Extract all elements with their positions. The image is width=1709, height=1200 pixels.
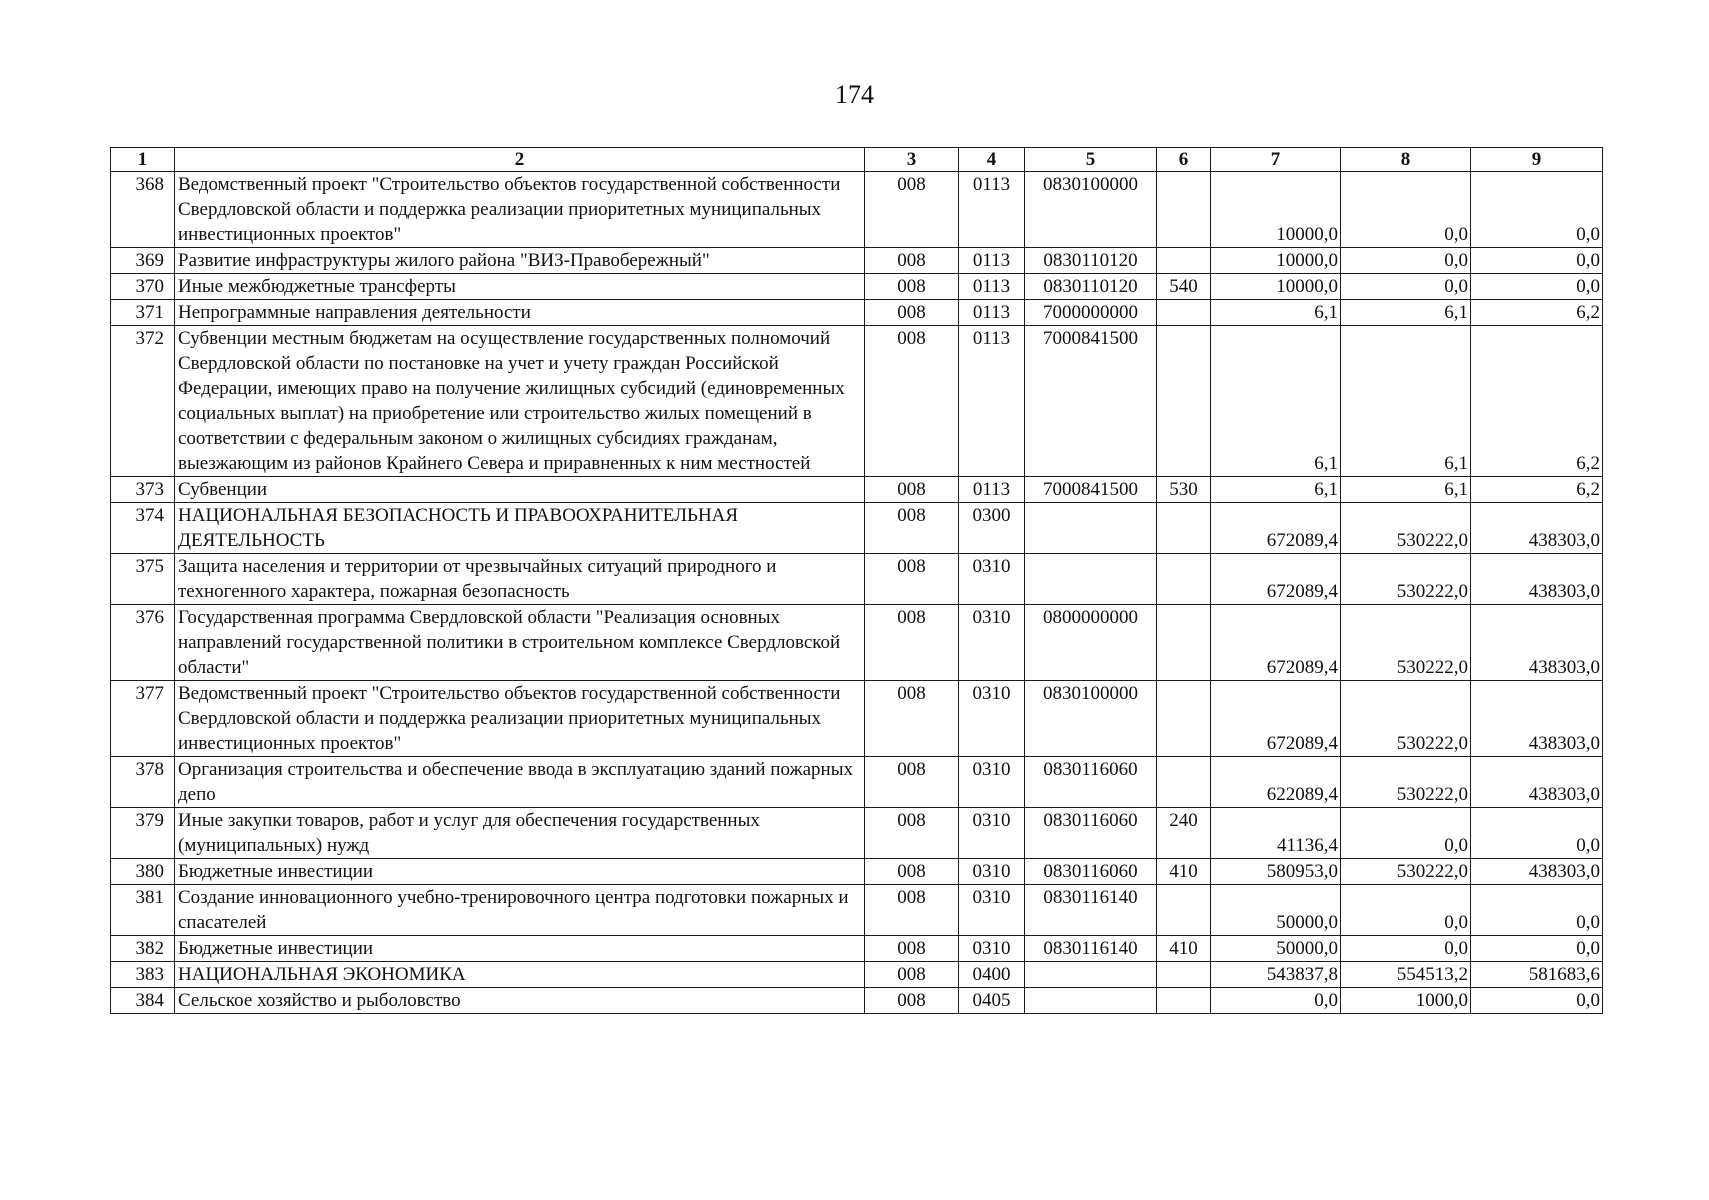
target-article-code: 0830110120 [1025,248,1157,274]
row-name: Развитие инфраструктуры жилого района "ВИЗ-Правобережный" [175,248,865,274]
ministry-code: 008 [865,605,959,681]
row-number: 375 [111,554,175,605]
row-name: Государственная программа Свердловской области "Реализация основных направлений государственной политики в строительном комплексе Свердловской области" [175,605,865,681]
amount-col8: 1000,0 [1341,988,1471,1014]
ministry-code: 008 [865,300,959,326]
target-article-code: 0830116140 [1025,885,1157,936]
amount-col7: 6,1 [1211,326,1341,477]
page-number: 174 [835,80,874,109]
section-code: 0310 [959,554,1025,605]
table-row [111,554,1603,605]
table-row [111,962,1603,988]
section-code: 0113 [959,248,1025,274]
amount-col7: 10000,0 [1211,172,1341,248]
amount-col9: 438303,0 [1471,757,1603,808]
table-row [111,885,1603,936]
amount-col8: 0,0 [1341,936,1471,962]
table-row [111,681,1603,757]
table-row [111,274,1603,300]
row-number: 373 [111,477,175,503]
amount-col9: 438303,0 [1471,605,1603,681]
amount-col7: 672089,4 [1211,681,1341,757]
expense-type-code [1157,605,1211,681]
amount-col9: 581683,6 [1471,962,1603,988]
row-name: Ведомственный проект "Строительство объектов государственной собственности Свердловской области и поддержка реализации приоритетных муниципальных инвестиционных проектов" [175,681,865,757]
expense-type-code: 540 [1157,274,1211,300]
row-number: 382 [111,936,175,962]
amount-col7: 50000,0 [1211,936,1341,962]
column-header: 4 [959,148,1025,172]
column-header: 2 [175,148,865,172]
amount-col7: 10000,0 [1211,248,1341,274]
row-name: Иные межбюджетные трансферты [175,274,865,300]
row-number: 376 [111,605,175,681]
amount-col9: 438303,0 [1471,554,1603,605]
expense-type-code: 530 [1157,477,1211,503]
section-code: 0310 [959,859,1025,885]
amount-col9: 438303,0 [1471,503,1603,554]
row-name: Создание инновационного учебно-тренировочного центра подготовки пожарных и спасателей [175,885,865,936]
table-row [111,859,1603,885]
table-row [111,808,1603,859]
target-article-code: 0830116140 [1025,936,1157,962]
row-number: 371 [111,300,175,326]
amount-col9: 0,0 [1471,988,1603,1014]
target-article-code: 7000000000 [1025,300,1157,326]
target-article-code: 0830116060 [1025,808,1157,859]
row-number: 368 [111,172,175,248]
amount-col7: 6,1 [1211,477,1341,503]
ministry-code: 008 [865,885,959,936]
row-number: 384 [111,988,175,1014]
amount-col9: 438303,0 [1471,681,1603,757]
row-number: 379 [111,808,175,859]
amount-col9: 0,0 [1471,274,1603,300]
column-header: 6 [1157,148,1211,172]
table-row [111,503,1603,554]
section-code: 0310 [959,757,1025,808]
table-row [111,300,1603,326]
expense-type-code [1157,757,1211,808]
row-number: 374 [111,503,175,554]
row-name: Иные закупки товаров, работ и услуг для обеспечения государственных (муниципальных) нужд [175,808,865,859]
target-article-code [1025,503,1157,554]
row-name: Субвенции местным бюджетам на осуществление государственных полномочий Свердловской области по постановке на учет и учету граждан Российской Федерации, имеющих право на получение жилищных субсидий (единовременных социальных выплат) на приобретение или строительство жилых помещений в соответствии с федеральным законом о жилищных субсидиях гражданам, выезжающим из районов Крайнего Севера и приравненных к ним местностей [175,326,865,477]
header-row [111,148,1603,172]
target-article-code: 0830116060 [1025,757,1157,808]
section-code: 0310 [959,885,1025,936]
ministry-code: 008 [865,936,959,962]
amount-col8: 530222,0 [1341,859,1471,885]
amount-col9: 438303,0 [1471,859,1603,885]
amount-col7: 50000,0 [1211,885,1341,936]
target-article-code: 0830100000 [1025,172,1157,248]
amount-col7: 10000,0 [1211,274,1341,300]
section-code: 0113 [959,274,1025,300]
column-header: 3 [865,148,959,172]
expense-type-code [1157,554,1211,605]
table-row [111,757,1603,808]
amount-col8: 6,1 [1341,477,1471,503]
column-header: 1 [111,148,175,172]
ministry-code: 008 [865,757,959,808]
ministry-code: 008 [865,808,959,859]
target-article-code: 7000841500 [1025,326,1157,477]
target-article-code: 0800000000 [1025,605,1157,681]
amount-col8: 530222,0 [1341,757,1471,808]
amount-col9: 0,0 [1471,172,1603,248]
row-name: Защита населения и территории от чрезвычайных ситуаций природного и техногенного характера, пожарная безопасность [175,554,865,605]
amount-col7: 41136,4 [1211,808,1341,859]
ministry-code: 008 [865,248,959,274]
amount-col7: 622089,4 [1211,757,1341,808]
target-article-code [1025,554,1157,605]
amount-col8: 6,1 [1341,326,1471,477]
expense-type-code [1157,326,1211,477]
amount-col7: 672089,4 [1211,554,1341,605]
ministry-code: 008 [865,962,959,988]
column-header: 7 [1211,148,1341,172]
table-body [111,172,1603,1014]
amount-col7: 672089,4 [1211,503,1341,554]
amount-col8: 530222,0 [1341,503,1471,554]
row-name: Ведомственный проект "Строительство объектов государственной собственности Свердловской области и поддержка реализации приоритетных муниципальных инвестиционных проектов" [175,172,865,248]
section-code: 0310 [959,936,1025,962]
section-code: 0113 [959,326,1025,477]
amount-col8: 0,0 [1341,808,1471,859]
column-header: 9 [1471,148,1603,172]
row-number: 383 [111,962,175,988]
row-number: 381 [111,885,175,936]
section-code: 0113 [959,300,1025,326]
section-code: 0310 [959,681,1025,757]
ministry-code: 008 [865,681,959,757]
row-name: Организация строительства и обеспечение ввода в эксплуатацию зданий пожарных депо [175,757,865,808]
budget-table [110,147,1603,1014]
amount-col9: 0,0 [1471,808,1603,859]
row-number: 370 [111,274,175,300]
amount-col8: 530222,0 [1341,605,1471,681]
section-code: 0310 [959,605,1025,681]
row-number: 377 [111,681,175,757]
amount-col8: 554513,2 [1341,962,1471,988]
ministry-code: 008 [865,172,959,248]
section-code: 0310 [959,808,1025,859]
amount-col7: 543837,8 [1211,962,1341,988]
amount-col7: 580953,0 [1211,859,1341,885]
amount-col8: 0,0 [1341,885,1471,936]
column-header: 8 [1341,148,1471,172]
amount-col8: 0,0 [1341,248,1471,274]
target-article-code: 7000841500 [1025,477,1157,503]
expense-type-code [1157,300,1211,326]
amount-col9: 0,0 [1471,885,1603,936]
expense-type-code [1157,248,1211,274]
target-article-code: 0830116060 [1025,859,1157,885]
amount-col8: 6,1 [1341,300,1471,326]
row-number: 380 [111,859,175,885]
ministry-code: 008 [865,988,959,1014]
ministry-code: 008 [865,859,959,885]
table-row [111,988,1603,1014]
amount-col8: 0,0 [1341,172,1471,248]
expense-type-code [1157,885,1211,936]
expense-type-code: 410 [1157,936,1211,962]
ministry-code: 008 [865,503,959,554]
amount-col7: 6,1 [1211,300,1341,326]
row-name: Бюджетные инвестиции [175,936,865,962]
expense-type-code: 240 [1157,808,1211,859]
section-code: 0113 [959,172,1025,248]
ministry-code: 008 [865,477,959,503]
amount-col9: 6,2 [1471,300,1603,326]
table-row [111,936,1603,962]
amount-col7: 0,0 [1211,988,1341,1014]
amount-col9: 6,2 [1471,477,1603,503]
amount-col9: 0,0 [1471,248,1603,274]
row-name: Бюджетные инвестиции [175,859,865,885]
row-name: НАЦИОНАЛЬНАЯ БЕЗОПАСНОСТЬ И ПРАВООХРАНИТЕЛЬНАЯ ДЕЯТЕЛЬНОСТЬ [175,503,865,554]
table-row [111,248,1603,274]
amount-col8: 0,0 [1341,274,1471,300]
row-number: 378 [111,757,175,808]
expense-type-code: 410 [1157,859,1211,885]
row-name: Непрограммные направления деятельности [175,300,865,326]
expense-type-code [1157,503,1211,554]
expense-type-code [1157,988,1211,1014]
amount-col9: 0,0 [1471,936,1603,962]
target-article-code [1025,988,1157,1014]
row-name: НАЦИОНАЛЬНАЯ ЭКОНОМИКА [175,962,865,988]
target-article-code: 0830100000 [1025,681,1157,757]
ministry-code: 008 [865,274,959,300]
amount-col9: 6,2 [1471,326,1603,477]
row-number: 372 [111,326,175,477]
target-article-code: 0830110120 [1025,274,1157,300]
row-name: Сельское хозяйство и рыболовство [175,988,865,1014]
target-article-code [1025,962,1157,988]
expense-type-code [1157,962,1211,988]
table-row [111,477,1603,503]
section-code: 0400 [959,962,1025,988]
amount-col7: 672089,4 [1211,605,1341,681]
table-row [111,326,1603,477]
ministry-code: 008 [865,554,959,605]
amount-col8: 530222,0 [1341,554,1471,605]
row-number: 369 [111,248,175,274]
ministry-code: 008 [865,326,959,477]
amount-col8: 530222,0 [1341,681,1471,757]
section-code: 0113 [959,477,1025,503]
expense-type-code [1157,681,1211,757]
section-code: 0300 [959,503,1025,554]
table-row [111,605,1603,681]
expense-type-code [1157,172,1211,248]
section-code: 0405 [959,988,1025,1014]
row-name: Субвенции [175,477,865,503]
table-row [111,172,1603,248]
column-header: 5 [1025,148,1157,172]
